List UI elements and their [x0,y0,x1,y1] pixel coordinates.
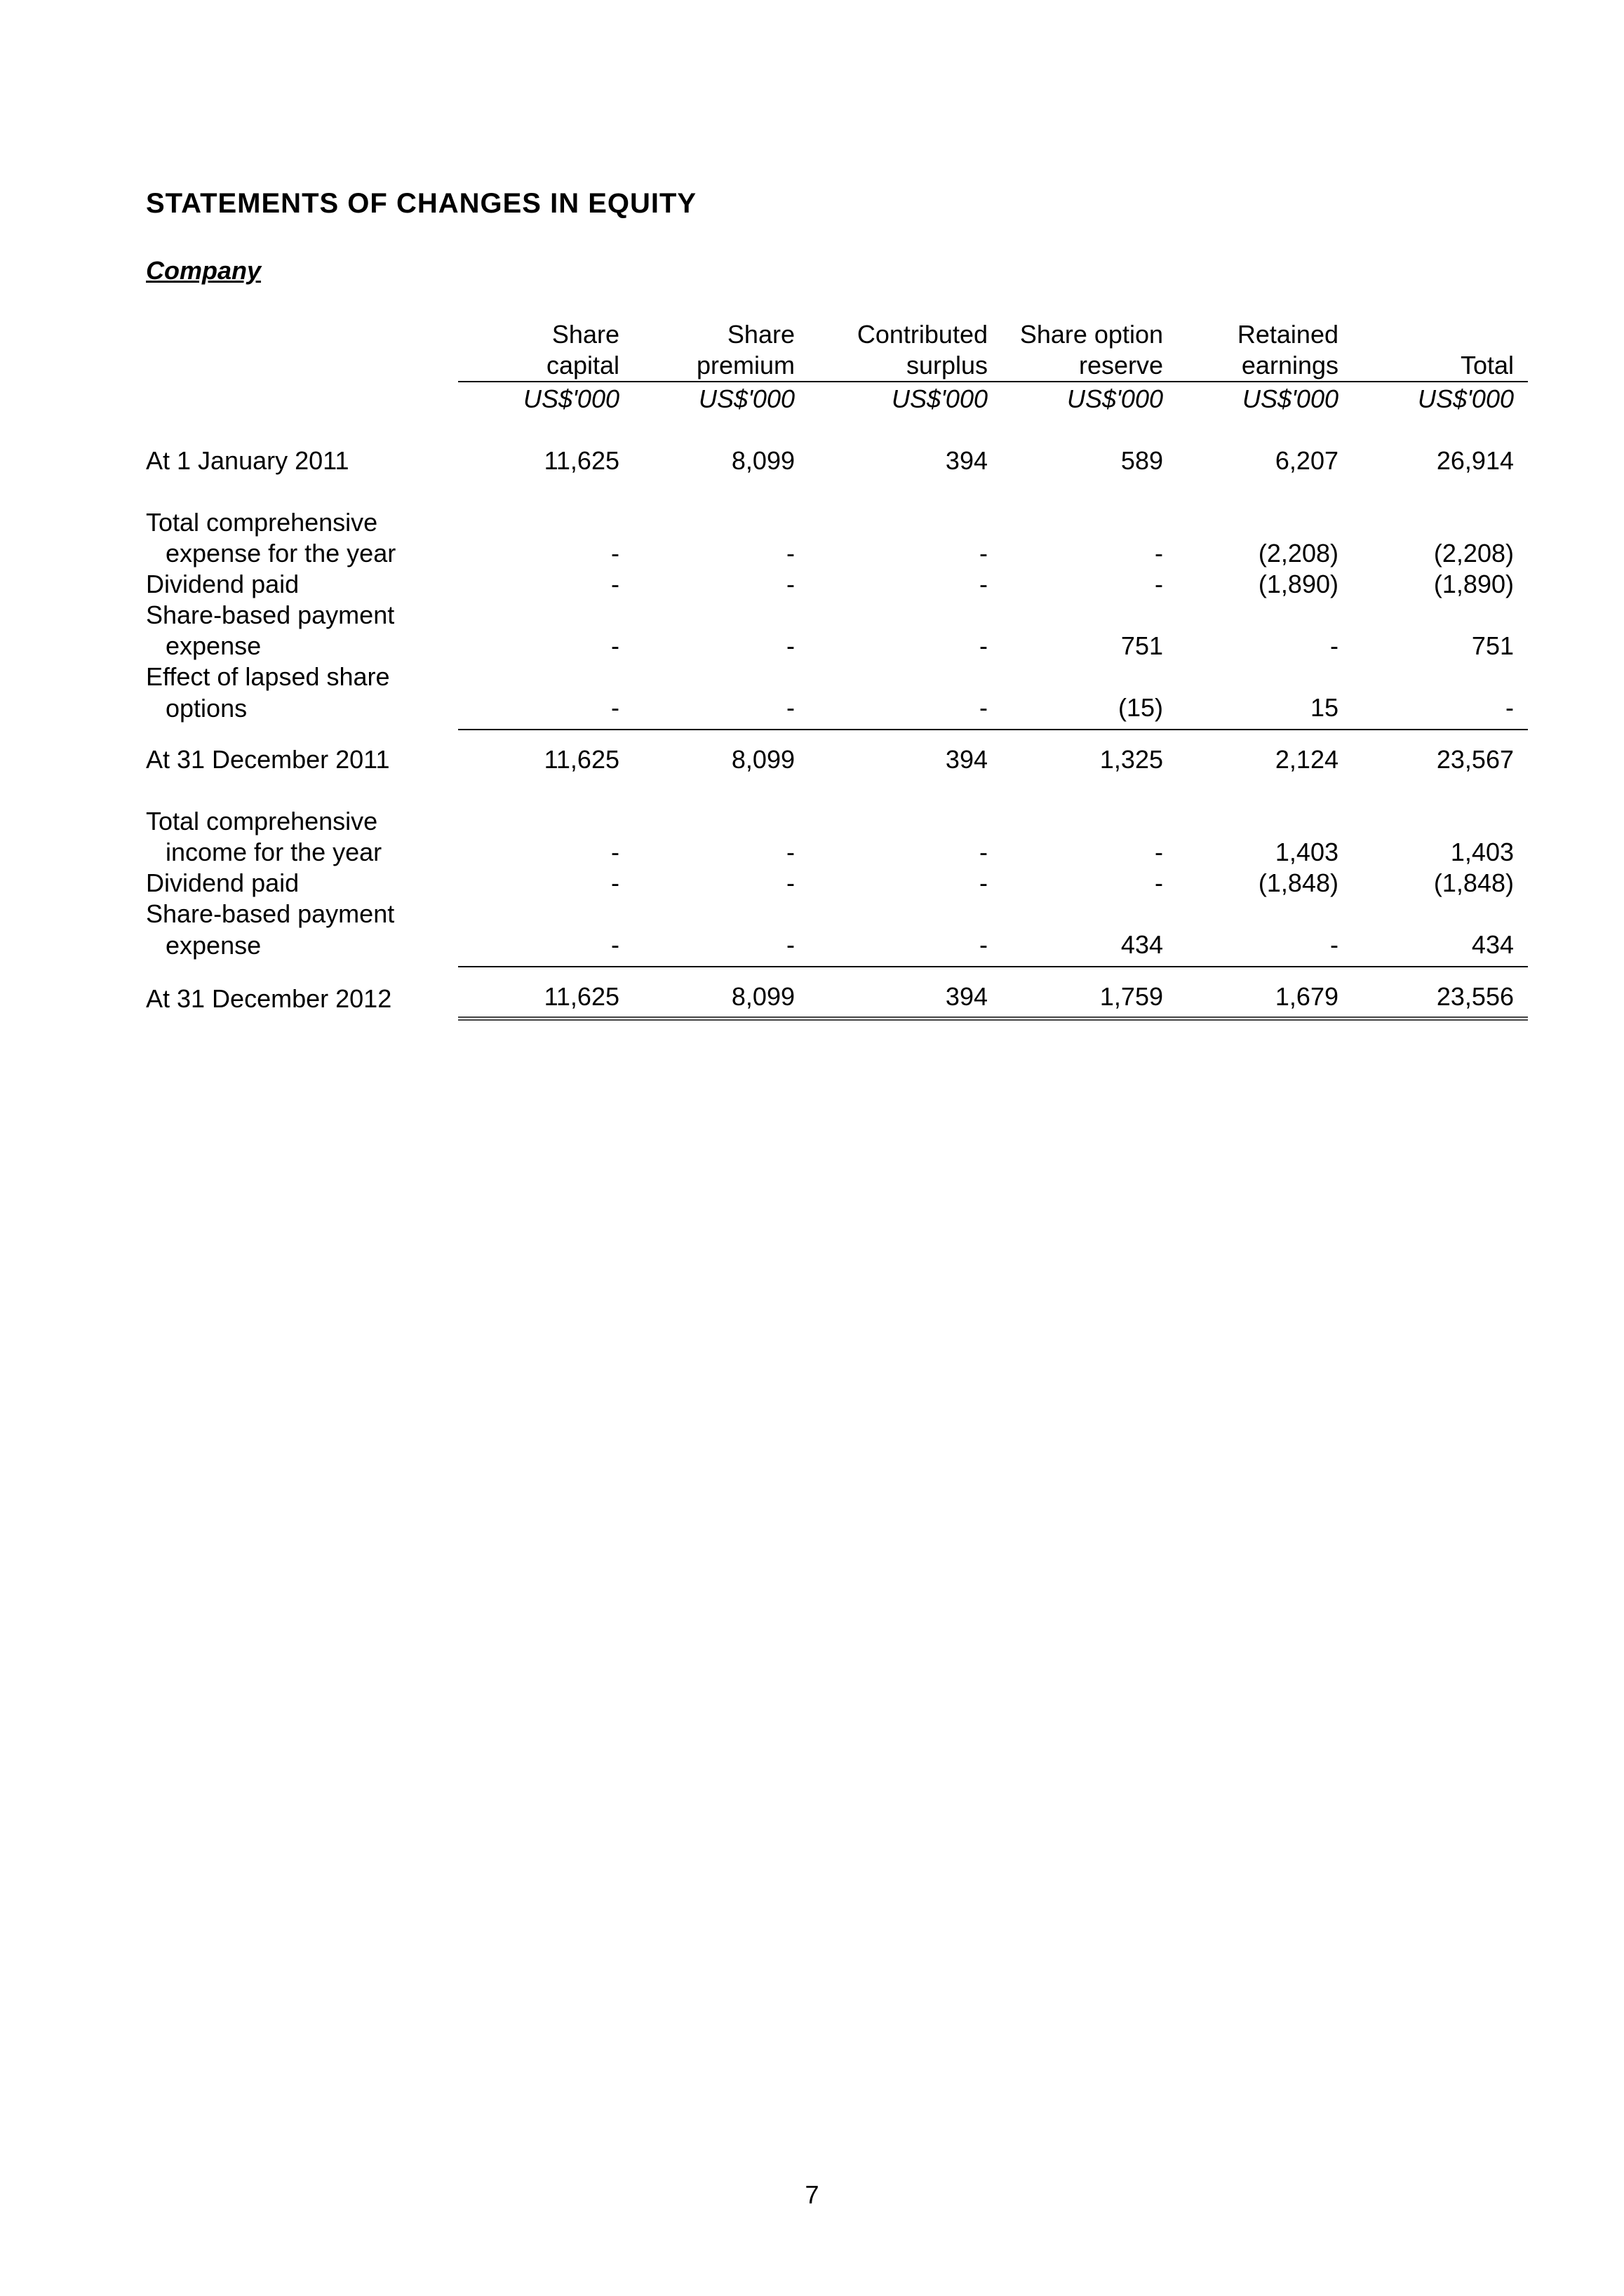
value-cell: 434 [1002,929,1177,967]
value-cell: 15 [1177,692,1353,730]
value-cell: 8,099 [731,745,795,774]
units-row [146,382,1528,415]
table-row-sbp-2011 [146,631,1528,662]
value-cell: - [979,868,988,897]
row-label-continued: income for the year [166,838,382,866]
value-cell: 2,124 [1275,745,1338,774]
header-share-premium-line2: premium [696,351,795,380]
row-label: Share-based payment [146,600,395,629]
header-contributed-surplus-line1: Contributed [857,320,988,349]
equity-table [146,319,1528,1021]
value-cell: (15) [1002,692,1177,730]
value-cell: - [1155,868,1163,897]
row-label: Dividend paid [146,868,300,897]
value-cell: - [458,692,633,730]
header-row-2 [146,350,1528,382]
row-label: Effect of lapsed share [146,662,390,691]
value-cell: 11,625 [544,446,619,475]
value-cell: 1,325 [1099,745,1163,774]
value-cell: 751 [1120,631,1163,660]
section-label: Company [146,256,262,285]
value-cell: - [1353,692,1528,730]
value-cell: - [786,570,795,598]
value-cell: 1,679 [1177,967,1353,1019]
row-label-continued: options [166,694,248,723]
value-cell: - [809,929,1002,967]
header-total-line2: Total [1460,351,1514,380]
value-cell: - [786,838,795,866]
unit-cell: US$'000 [809,382,1002,415]
value-cell: - [979,631,988,660]
table-row-sbp-2012-label [146,899,1528,929]
value-cell: (1,848) [1433,868,1514,897]
unit-cell: US$'000 [1177,382,1353,415]
value-cell: 751 [1471,631,1514,660]
value-cell: (2,208) [1258,539,1338,568]
header-share-premium-line1: Share [727,320,795,349]
value-cell: 23,567 [1436,745,1514,774]
table-row-close-2012 [146,967,1528,1019]
value-cell: 434 [1353,929,1528,967]
value-cell: - [979,539,988,568]
table-row-tci-2012 [146,837,1528,868]
value-cell: - [786,631,795,660]
value-cell: - [633,929,809,967]
value-cell: 8,099 [633,967,809,1019]
row-label: Total comprehensive [146,807,378,835]
header-share-capital-line2: capital [546,351,619,380]
unit-cell: US$'000 [1002,382,1177,415]
value-cell: 1,759 [1002,967,1177,1019]
value-cell: - [1155,570,1163,598]
value-cell: (2,208) [1433,539,1514,568]
header-contributed-surplus-line2: surplus [906,351,988,380]
value-cell: - [611,539,619,568]
value-cell: 589 [1120,446,1163,475]
header-total-line1 [1353,319,1528,350]
value-cell: - [611,838,619,866]
page-title: STATEMENTS OF CHANGES IN EQUITY [146,188,697,219]
value-cell: 394 [945,745,988,774]
page-number: 7 [805,2180,819,2209]
row-label: Share-based payment [146,899,395,928]
table-row-tce-2011-label [146,507,1528,538]
value-cell: (1,848) [1258,868,1338,897]
value-cell: - [611,570,619,598]
unit-cell: US$'000 [458,382,633,415]
value-cell: - [1177,929,1353,967]
table-row-tce-2011 [146,538,1528,569]
row-label-continued: expense [166,931,262,960]
table-row-tci-2012-label [146,806,1528,837]
table-row-close-2011 [146,730,1528,775]
value-cell: - [786,539,795,568]
unit-cell: US$'000 [1353,382,1528,415]
value-cell: 1,403 [1275,838,1338,866]
value-cell: - [979,570,988,598]
value-cell: 26,914 [1436,446,1514,475]
value-cell: 1,403 [1450,838,1514,866]
value-cell: - [979,838,988,866]
value-cell: - [458,929,633,967]
equity-table-container [146,319,1521,1021]
table-row-sbp-2011-label [146,600,1528,631]
value-cell: - [1330,631,1338,660]
value-cell: (1,890) [1433,570,1514,598]
header-share-capital-line1: Share [551,320,619,349]
row-label: Total comprehensive [146,508,378,537]
value-cell: - [786,868,795,897]
table-row-lapsed-2011-label [146,662,1528,692]
value-cell: 11,625 [458,967,633,1019]
header-share-option-reserve-line1: Share option [1019,320,1163,349]
value-cell: 394 [809,967,1002,1019]
value-cell: - [809,692,1002,730]
table-row-sbp-2012 [146,929,1528,967]
value-cell: - [633,692,809,730]
row-label: At 31 December 2011 [146,745,390,774]
unit-cell: US$'000 [633,382,809,415]
value-cell: 394 [945,446,988,475]
header-retained-earnings-line1: Retained [1237,320,1338,349]
value-cell: - [1155,539,1163,568]
table-row-div-2012 [146,868,1528,899]
header-retained-earnings-line2: earnings [1241,351,1338,380]
header-share-option-reserve-line2: reserve [1078,351,1163,380]
row-label: Dividend paid [146,570,300,598]
row-label-continued: expense for the year [166,539,396,568]
table-row-div-2011 [146,569,1528,600]
value-cell: - [1155,838,1163,866]
value-cell: - [611,868,619,897]
value-cell: (1,890) [1258,570,1338,598]
table-row-lapsed-2011 [146,692,1528,730]
header-row-1 [146,319,1528,350]
row-label-continued: expense [166,631,262,660]
value-cell: 11,625 [544,745,619,774]
value-cell: 23,556 [1353,967,1528,1019]
row-label: At 31 December 2012 [146,984,392,1013]
row-label: At 1 January 2011 [146,446,349,475]
value-cell: 8,099 [731,446,795,475]
value-cell: 6,207 [1275,446,1338,475]
value-cell: - [611,631,619,660]
table-row-open-2011 [146,445,1528,476]
